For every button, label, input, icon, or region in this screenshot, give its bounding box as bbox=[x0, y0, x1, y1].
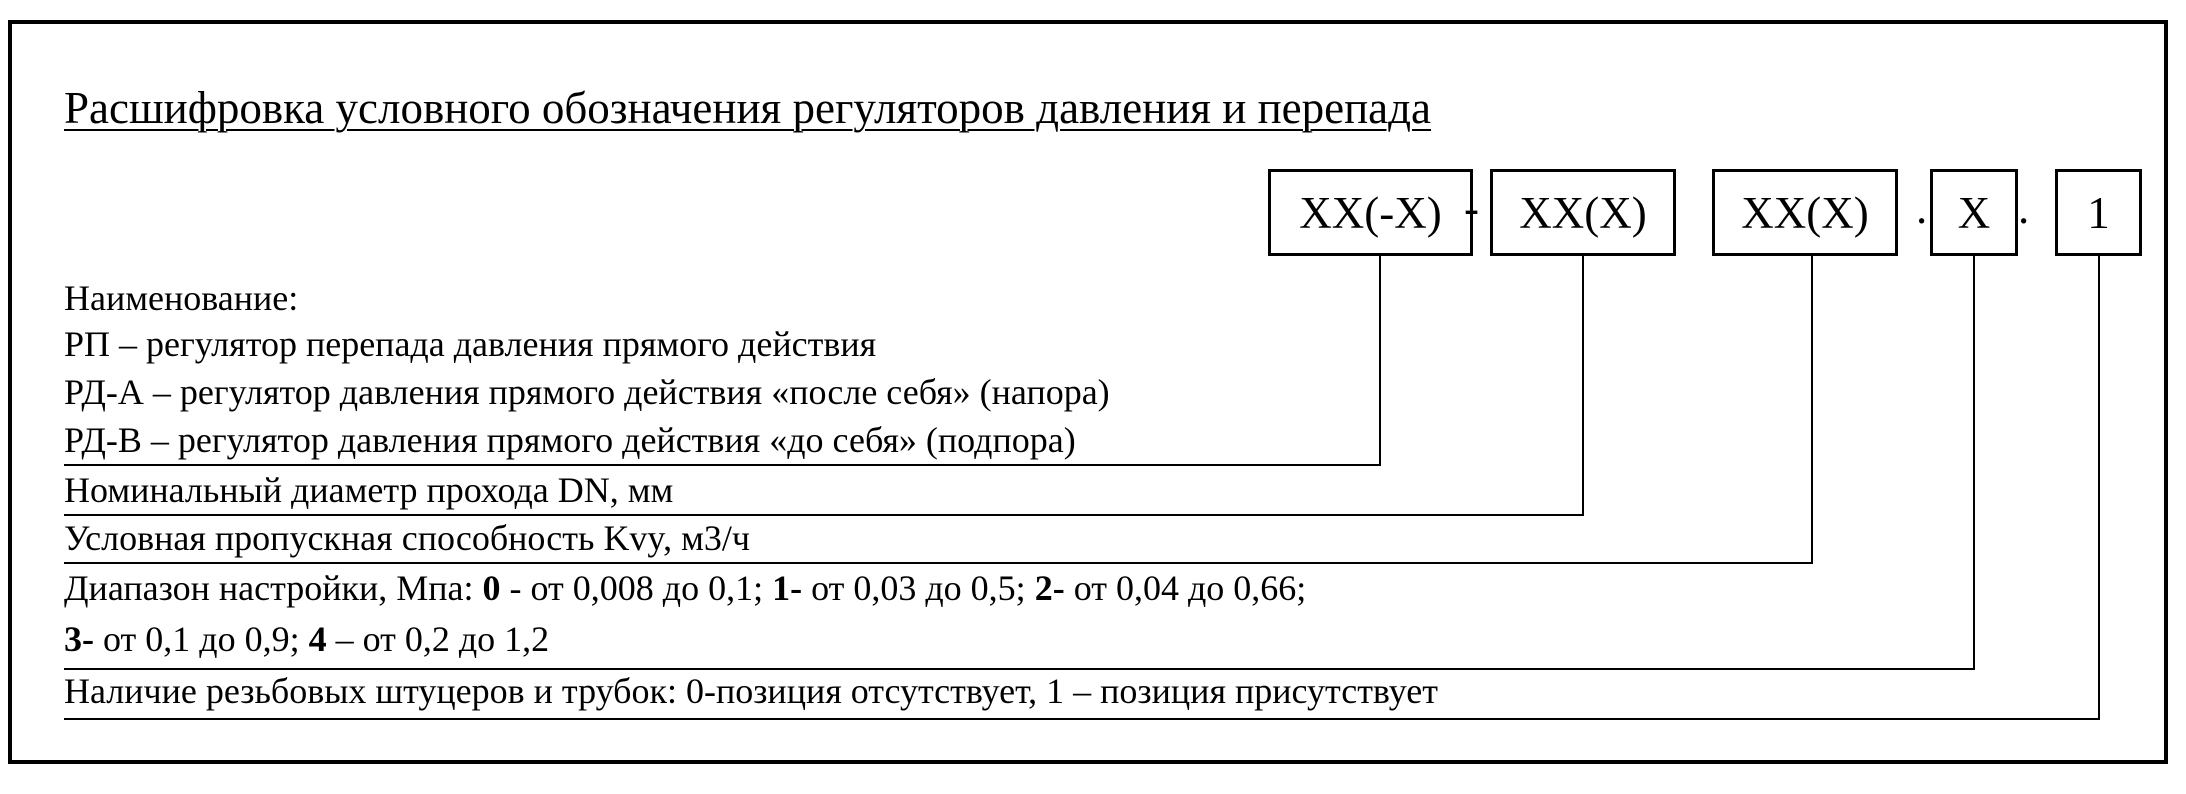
code-separator-dash: - bbox=[1464, 183, 1479, 233]
range-text-1: от 0,03 до 0,5; bbox=[802, 568, 1035, 608]
leader-horizontal-kvy bbox=[64, 562, 1813, 564]
range-key-0: 0 bbox=[482, 568, 501, 608]
range-text-3: от 0,1 до 0,9; bbox=[94, 619, 309, 659]
range-prefix: Диапазон настройки, Мпа: bbox=[64, 568, 483, 608]
legend-kvy: Условная пропускная способность Kvy, м3/ч bbox=[64, 518, 750, 558]
legend-name-heading: Наименование: bbox=[64, 278, 299, 318]
legend-rp: РП – регулятор перепада давления прямого действия bbox=[64, 324, 877, 364]
range-key-1: 1- bbox=[772, 568, 803, 608]
code-box-name: XX(-X) bbox=[1268, 169, 1473, 256]
range-key-2: 2- bbox=[1034, 568, 1065, 608]
leader-horizontal-name bbox=[64, 464, 1381, 466]
diagram-title: Расшифровка условного обозначения регуляторов давления и перепада bbox=[64, 83, 1432, 133]
legend-range-line-2 bbox=[64, 617, 549, 661]
leader-vertical-dn bbox=[1582, 256, 1584, 514]
code-box-kvy: XX(X) bbox=[1712, 169, 1898, 256]
leader-horizontal-fittings bbox=[64, 718, 2100, 720]
range-key-3: 3- bbox=[64, 619, 94, 659]
leader-vertical-name bbox=[1379, 256, 1381, 464]
range-key-4: 4 bbox=[308, 619, 327, 659]
range-text-0: - от 0,008 до 0,1; bbox=[500, 568, 773, 608]
legend-rd-a: РД-А – регулятор давления прямого действия «после себя» (напора) bbox=[64, 372, 1110, 412]
legend-range-line-1 bbox=[64, 566, 1306, 610]
code-box-dn: XX(X) bbox=[1490, 169, 1676, 256]
legend-fittings: Наличие резьбовых штуцеров и трубок: 0-позиция отсутствует, 1 – позиция присутствует bbox=[64, 671, 1438, 711]
legend-rd-b: РД-В – регулятор давления прямого действия «до себя» (подпора) bbox=[64, 420, 1076, 460]
range-text-2: от 0,04 до 0,66; bbox=[1064, 568, 1307, 608]
code-box-fittings: 1 bbox=[2055, 169, 2142, 256]
range-text-4: – от 0,2 до 1,2 bbox=[326, 619, 550, 659]
code-separator-dot-1: . bbox=[1916, 183, 1928, 233]
code-box-range: X bbox=[1930, 169, 2018, 256]
legend-dn: Номинальный диаметр прохода DN, мм bbox=[64, 470, 674, 510]
leader-vertical-kvy bbox=[1811, 256, 1813, 562]
code-separator-dot-2: . bbox=[2018, 183, 2030, 233]
leader-vertical-fittings bbox=[2098, 256, 2100, 719]
leader-vertical-range bbox=[1973, 256, 1975, 669]
